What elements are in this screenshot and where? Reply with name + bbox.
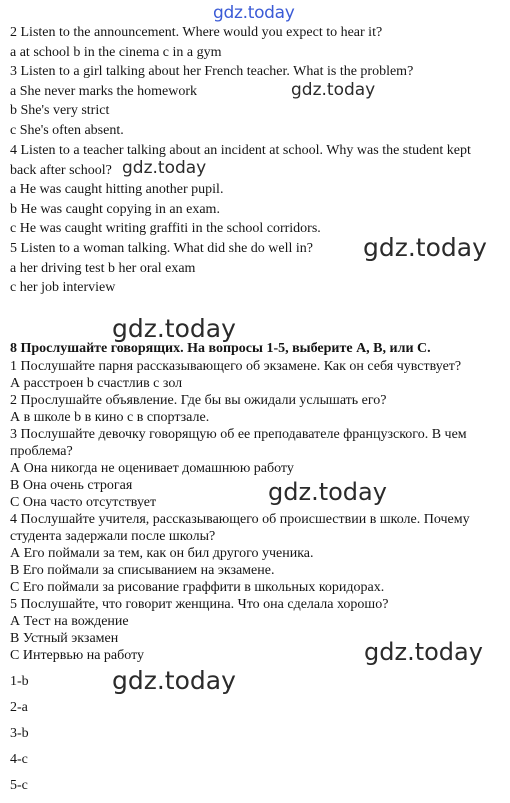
russian-line: А в школе b в кино с в спортзале. [10,410,210,425]
russian-line: С Его поймали за рисование граффити в школьных коридорах. [10,580,385,595]
watermark: gdz.today [291,80,376,100]
russian-line: 2 Прослушайте объявление. Где бы вы ожидали услышать его? [10,393,387,408]
watermark: gdz.today [112,314,236,343]
watermark: gdz.today [122,158,207,178]
answer-item: 1-b [10,674,29,689]
answer-item: 4-c [10,752,28,767]
russian-line: проблема? [10,444,73,459]
english-line: a He was caught hitting another pupil. [10,182,224,197]
watermark-top: gdz.today [213,3,295,23]
russian-line: 4 Послушайте учителя, рассказывающего об происшествии в школе. Почему [10,512,470,527]
english-line: c She's often absent. [10,123,124,138]
english-line: b She's very strict [10,103,110,118]
russian-line: 5 Послушайте, что говорит женщина. Что она сделала хорошо? [10,597,389,612]
russian-line: А расстроен b счастлив с зол [10,376,183,391]
english-line: 4 Listen to a teacher talking about an incident at school. Why was the student kept [10,143,471,158]
russian-line: А Тест на вождение [10,614,129,629]
russian-line: студента задержали после школы? [10,529,216,544]
english-line: back after school? [10,163,112,178]
english-line: a her driving test b her oral exam [10,261,196,276]
russian-line: 1 Послушайте парня рассказывающего об экзамене. Как он себя чувствует? [10,359,462,374]
answer-item: 2-a [10,700,28,715]
english-line: a at school b in the cinema c in a gym [10,45,222,60]
english-line: c her job interview [10,280,116,295]
russian-line: А Его поймали за тем, как он бил другого ученика. [10,546,314,561]
russian-line: В Она очень строгая [10,478,133,493]
english-line: 5 Listen to a woman talking. What did she do well in? [10,241,314,256]
russian-heading: 8 Прослушайте говорящих. На вопросы 1-5, выберите А, В, или С. [10,341,431,356]
english-line: c He was caught writing graffiti in the school corridors. [10,221,321,236]
watermark: gdz.today [268,478,387,506]
russian-line: В Устный экзамен [10,631,119,646]
russian-line: С Она часто отсутствует [10,495,157,510]
russian-line: В Его поймали за списыванием на экзамене. [10,563,275,578]
english-line: 2 Listen to the announcement. Where would you expect to hear it? [10,25,383,40]
english-line: b He was caught copying in an exam. [10,202,220,217]
answer-item: 5-c [10,778,28,793]
russian-line: А Она никогда не оценивает домашнюю работу [10,461,294,476]
english-line: a She never marks the homework [10,84,197,99]
answer-item: 3-b [10,726,29,741]
russian-line: 3 Послушайте девочку говорящую об ее преподавателе французского. В чем [10,427,467,442]
russian-line: С Интервью на работу [10,648,145,663]
watermark: gdz.today [364,638,483,666]
english-line: 3 Listen to a girl talking about her French teacher. What is the problem? [10,64,414,79]
watermark: gdz.today [112,666,236,695]
watermark: gdz.today [363,233,487,262]
